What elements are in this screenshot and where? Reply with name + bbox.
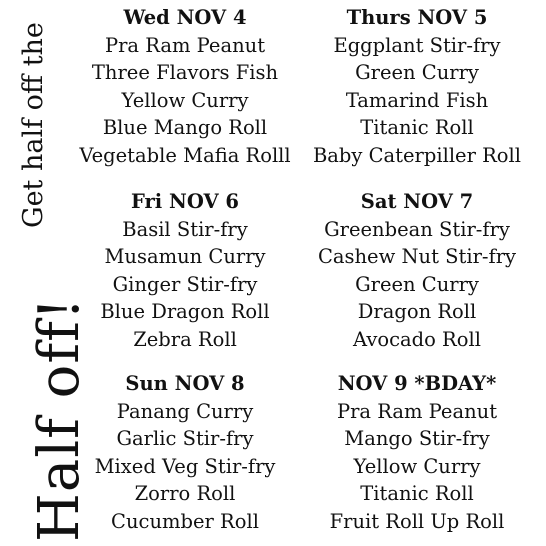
day-title: Fri NOV 6 [131, 190, 239, 213]
day-title: Wed NOV 4 [123, 6, 247, 29]
menu-item: Blue Mango Roll [102, 116, 268, 140]
menu-item: Three Flavors Fish [91, 61, 279, 85]
menu-item: Fruit Roll Up Roll [329, 509, 505, 533]
menu-item: Garlic Stir-fry [116, 427, 254, 451]
day-sat-nov-7 [302, 188, 532, 354]
menu-item: Yellow Curry [353, 454, 481, 478]
menu-item: Ginger Stir-fry [112, 272, 258, 296]
menu-item: Eggplant Stir-fry [333, 33, 501, 57]
day-wed-nov-4 [70, 4, 300, 170]
menu-item: Pra Ram Peanut [336, 399, 498, 423]
menu-item: Baby Caterpiller Roll [312, 143, 522, 167]
day-thurs-nov-5 [302, 4, 532, 170]
day-title: NOV 9 *BDAY* [337, 372, 497, 395]
menu-item: Mixed Veg Stir-fry [94, 454, 276, 478]
menu-item: Basil Stir-fry [122, 217, 248, 241]
menu-item: Green Curry [355, 61, 479, 85]
half-off-subheading: Get half off the [18, 22, 49, 228]
menu-item: Zorro Roll [134, 482, 236, 506]
menu-item: Zebra Roll [133, 327, 237, 351]
menu-item: Dragon Roll [357, 300, 477, 324]
menu-grid [70, 2, 546, 546]
menu-item: Greenbean Stir-fry [324, 217, 510, 241]
menu-item: Tamarind Fish [345, 88, 489, 112]
menu-item: Mango Stir-fry [344, 427, 490, 451]
menu-item: Musamun Curry [104, 245, 266, 269]
day-sun-nov-8 [70, 370, 300, 536]
menu-item: Cashew Nut Stir-fry [317, 245, 517, 269]
day-title: Sat NOV 7 [360, 190, 474, 213]
menu-item: Pra Ram Peanut [104, 33, 266, 57]
day-title: Thurs NOV 5 [346, 6, 488, 29]
menu-item: Yellow Curry [121, 88, 249, 112]
menu-item: Blue Dragon Roll [100, 300, 270, 324]
day-fri-nov-6 [70, 188, 300, 354]
menu-item: Green Curry [355, 272, 479, 296]
menu-item: Cucumber Roll [111, 509, 259, 533]
menu-item: Vegetable Mafia Rolll [79, 143, 291, 167]
day-nov-9-bday [302, 370, 532, 536]
day-title: Sun NOV 8 [125, 372, 245, 395]
menu-item: Avocado Roll [353, 327, 481, 351]
menu-item: Panang Curry [116, 399, 254, 423]
half-off-heading: Half off! [27, 296, 92, 542]
side-banner [0, 0, 92, 546]
menu-item: Titanic Roll [360, 482, 474, 506]
menu-item: Titanic Roll [360, 116, 474, 140]
